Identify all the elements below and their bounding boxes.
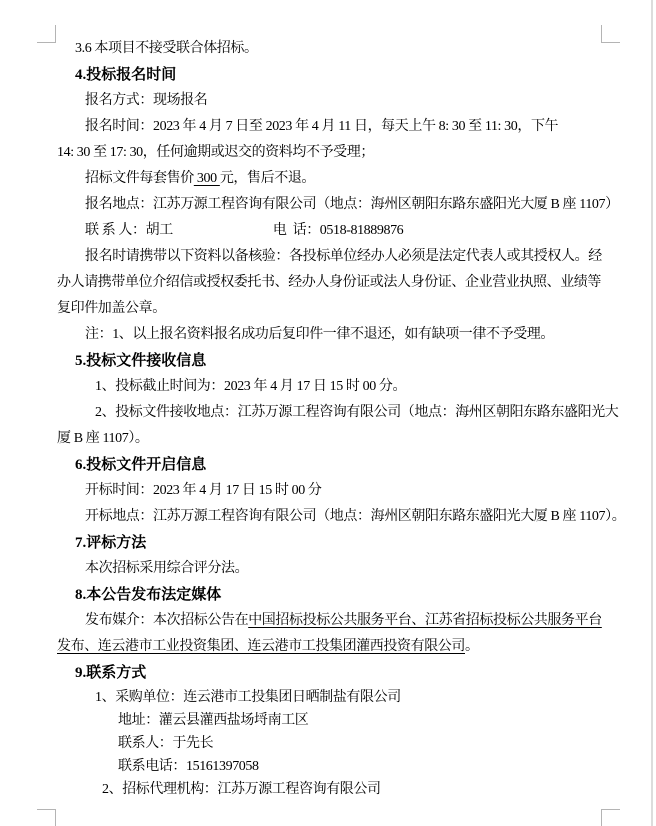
text-run: 报名地点：江苏万源工程咨询有限公司（地点：海州区朝阳东路东盛阳光大厦 B 座 1107） xyxy=(85,197,619,212)
margin-mark-bottom-left xyxy=(37,809,56,826)
purchaser-contact xyxy=(57,732,617,755)
text-run: 开标地点：江苏万源工程咨询有限公司（地点：海州区朝阳东路东盛阳光大厦 B 座 1107）。 xyxy=(85,509,626,524)
margin-mark-bottom-right xyxy=(601,809,620,826)
text-run: 联 系 人：胡工 xyxy=(85,223,173,238)
contact-and-phone xyxy=(57,218,617,244)
text-run: 本次招标采用综合评分法。 xyxy=(85,561,249,576)
text-run: 复印件加盖公章。 xyxy=(57,301,166,316)
text-run: 14: 30 至 17: 30，任何逾期或迟交的资料均不予受理； xyxy=(57,145,374,160)
text-run: 2、招标代理机构：江苏万源工程咨询有限公司 xyxy=(102,782,381,797)
heading-bid-opening xyxy=(57,452,617,478)
opening-time xyxy=(57,478,617,504)
text-run: 报名方式：现场报名 xyxy=(85,93,208,108)
materials-note-1 xyxy=(57,244,617,270)
receipt-address-1 xyxy=(57,400,617,426)
registration-address xyxy=(57,192,617,218)
page-right-edge xyxy=(651,0,653,826)
text-run: 7.评标方法 xyxy=(75,535,147,551)
text-run: 5.投标文件接收信息 xyxy=(75,353,207,369)
text-run: 3.6 本项目不接受联合体招标。 xyxy=(75,41,258,56)
text-run: 招标文件每套售价 xyxy=(85,171,194,186)
text-run: 报名时请携带以下资料以备核验：各投标单位经办人必须是法定代表人或其授权人。经 xyxy=(85,249,602,264)
registration-time-2 xyxy=(57,140,617,166)
text-run: 电 话：0518-81889876 xyxy=(272,223,404,238)
underlined-text: 300 xyxy=(193,171,220,186)
bid-deadline xyxy=(57,374,617,400)
text-run: 1、投标截止时间为：2023 年 4 月 17 日 15 时 00 分。 xyxy=(95,379,407,394)
purchaser-phone xyxy=(57,755,617,778)
materials-note-2 xyxy=(57,270,617,296)
purchaser-address xyxy=(57,709,617,732)
text-run: 地址：灌云县灌西盐场埒南工区 xyxy=(118,713,309,728)
media-1 xyxy=(57,608,617,634)
text-layer xyxy=(57,36,626,801)
materials-note-3 xyxy=(57,296,617,322)
text-run: 元，售后不退。 xyxy=(219,171,316,186)
text-run: 开标时间：2023 年 4 月 17 日 15 时 00 分 xyxy=(85,483,322,498)
text-run: 6.投标文件开启信息 xyxy=(75,457,207,473)
text-run: 9.联系方式 xyxy=(75,665,147,681)
text-run: 厦 B 座 1107）。 xyxy=(57,431,149,446)
agency xyxy=(57,778,617,801)
heading-bid-doc-receipt xyxy=(57,348,617,374)
heading-contact-info xyxy=(57,660,617,686)
heading-evaluation-method xyxy=(57,530,617,556)
clause-no-joint-bid xyxy=(57,36,617,62)
media-2 xyxy=(57,634,617,660)
purchaser xyxy=(57,686,617,709)
text-run: 2、投标文件接收地点：江苏万源工程咨询有限公司（地点：海州区朝阳东路东盛阳光大 xyxy=(95,405,619,420)
heading-bid-registration-time xyxy=(57,62,617,88)
receipt-address-2 xyxy=(57,426,617,452)
text-run: 联系电话：15161397058 xyxy=(118,759,259,774)
text-run: 发布媒介：本次招标公告在 xyxy=(85,613,249,628)
underlined-text: 中国招标投标公共服务平台、江苏省招标投标公共服务平台 xyxy=(248,613,602,628)
registration-method xyxy=(57,88,617,114)
heading-announcement-media xyxy=(57,582,617,608)
margin-mark-top-left xyxy=(37,25,56,43)
registration-time-1 xyxy=(57,114,617,140)
text-run: 联系人：于先长 xyxy=(118,736,214,751)
underlined-text: 发布、连云港市工业投资集团、连云港市工投集团灌西投资有限公司 xyxy=(57,639,465,654)
opening-address xyxy=(57,504,626,530)
text-run: 。 xyxy=(465,639,479,654)
text-run: 办人请携带单位介绍信或授权委托书、经办人身份证或法人身份证、企业营业执照、业绩等 xyxy=(57,275,601,290)
text-run: 1、采购单位：连云港市工投集团日晒制盐有限公司 xyxy=(95,690,401,705)
text-run: 8.本公告发布法定媒体 xyxy=(75,587,222,603)
document-price xyxy=(57,166,617,192)
note-1 xyxy=(57,322,617,348)
evaluation-method xyxy=(57,556,617,582)
text-run: 注：1、以上报名资料报名成功后复印件一律不退还，如有缺项一律不予受理。 xyxy=(85,327,554,342)
text-run: 4.投标报名时间 xyxy=(75,67,177,83)
text-run: 报名时间：2023 年 4 月 7 日至 2023 年 4 月 11 日，每天上午 8: 30 至 11: 30，下午 xyxy=(85,119,559,134)
